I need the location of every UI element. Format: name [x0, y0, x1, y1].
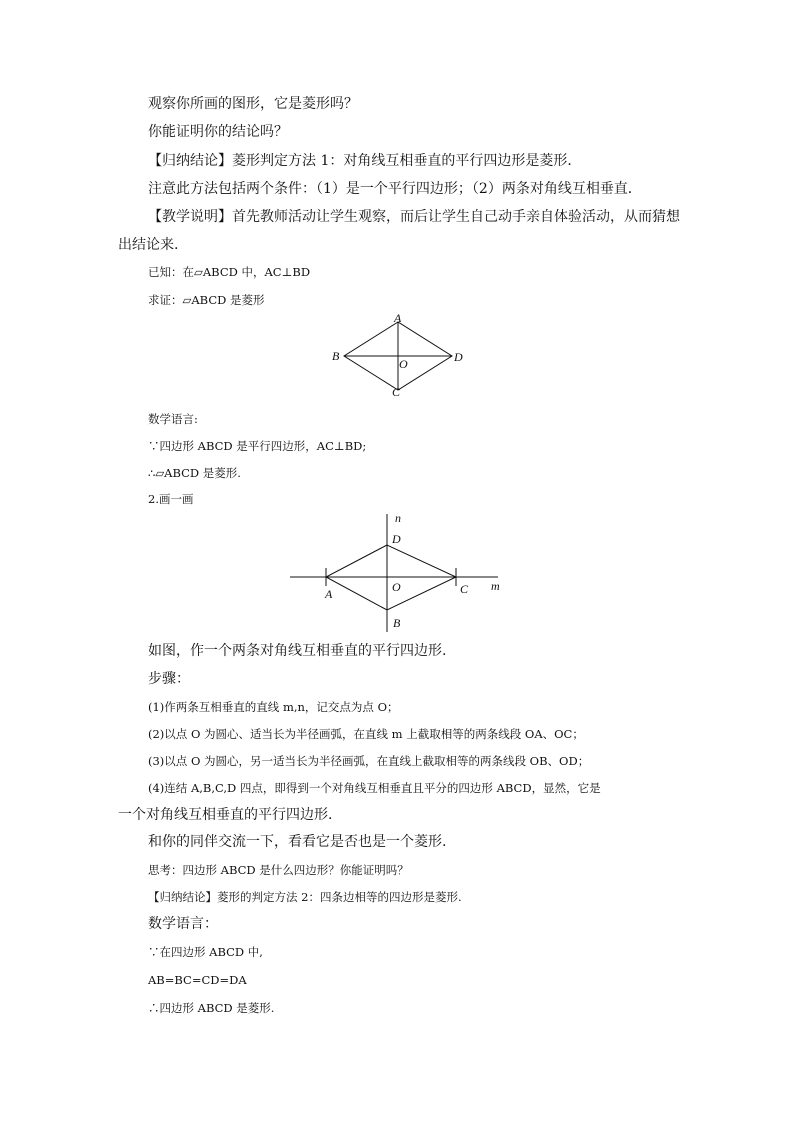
label-a: A: [325, 587, 333, 601]
label-c: C: [392, 385, 401, 399]
label-c: C: [460, 582, 469, 596]
text-line: ∵在四边形 ABCD 中,: [148, 945, 263, 959]
text-line: (2)以点 O 为圆心、适当长为半径画弧，在直线 m 上截取相等的两条线段 OA、OC；: [148, 727, 584, 741]
label-b: B: [393, 616, 401, 630]
label-d: D: [454, 350, 463, 364]
label-d: D: [392, 532, 401, 546]
text-line: 出结论来.: [118, 237, 179, 253]
rhombus-figure-2: [288, 508, 508, 634]
label-n: n: [395, 511, 401, 525]
text-line: 思考：四边形 ABCD 是什么四边形？你能证明吗？: [148, 863, 409, 877]
text-line: 【归纳结论】菱形判定方法 1：对角线互相垂直的平行四边形是菱形．: [148, 153, 582, 169]
text-line: (4)连结 A,B,C,D 四点，即得到一个对角线互相垂直且平分的四边形 ABCD，显然，它是: [148, 781, 601, 795]
text-line: 求证：▱ABCD 是菱形: [148, 293, 265, 307]
text-line: 已知：在▱ABCD 中，AC⊥BD: [148, 265, 311, 279]
label-b: B: [332, 349, 340, 363]
text-line: 【归纳结论】菱形的判定方法 2：四条边相等的四边形是菱形.: [148, 890, 462, 904]
text-line: 【教学说明】首先教师活动让学生观察，而后让学生自己动手亲自体验活动，从而猜想: [148, 209, 680, 225]
text-line: 如图，作一个两条对角线互相垂直的平行四边形.: [148, 643, 447, 659]
label-a: A: [394, 311, 402, 325]
text-line: 注意此方法包括两个条件：（1）是一个平行四边形；（2）两条对角线互相垂直．: [148, 181, 642, 197]
text-line: 2.画一画: [148, 492, 194, 506]
text-line: AB=BC=CD=DA: [148, 973, 247, 987]
text-line: (1)作两条互相垂直的直线 m,n，记交点为点 O；: [148, 700, 399, 714]
text-line: (3)以点 O 为圆心，另一适当长为半径画弧，在直线上截取相等的两条线段 OB、OD；: [148, 754, 590, 768]
text-line: 观察你所画的图形，它是菱形吗？: [148, 96, 358, 112]
label-o: O: [399, 357, 408, 371]
label-o: O: [392, 580, 401, 594]
text-line: 步骤：: [148, 671, 190, 687]
label-m: m: [491, 579, 500, 593]
text-line: ∵四边形 ABCD 是平行四边形，AC⊥BD;: [148, 439, 367, 453]
text-line: ∴四边形 ABCD 是菱形.: [148, 1001, 275, 1015]
text-line: 和你的同伴交流一下，看看它是否也是一个菱形.: [148, 834, 447, 850]
rhombus-figure-1: [320, 310, 470, 402]
text-line: 你能证明你的结论吗？: [148, 124, 288, 140]
text-line: 数学语言：: [148, 916, 218, 932]
text-line: ∴▱ABCD 是菱形.: [148, 466, 241, 480]
text-line: 数学语言:: [148, 412, 198, 426]
text-line: 一个对角线互相垂直的平行四边形.: [118, 807, 333, 823]
